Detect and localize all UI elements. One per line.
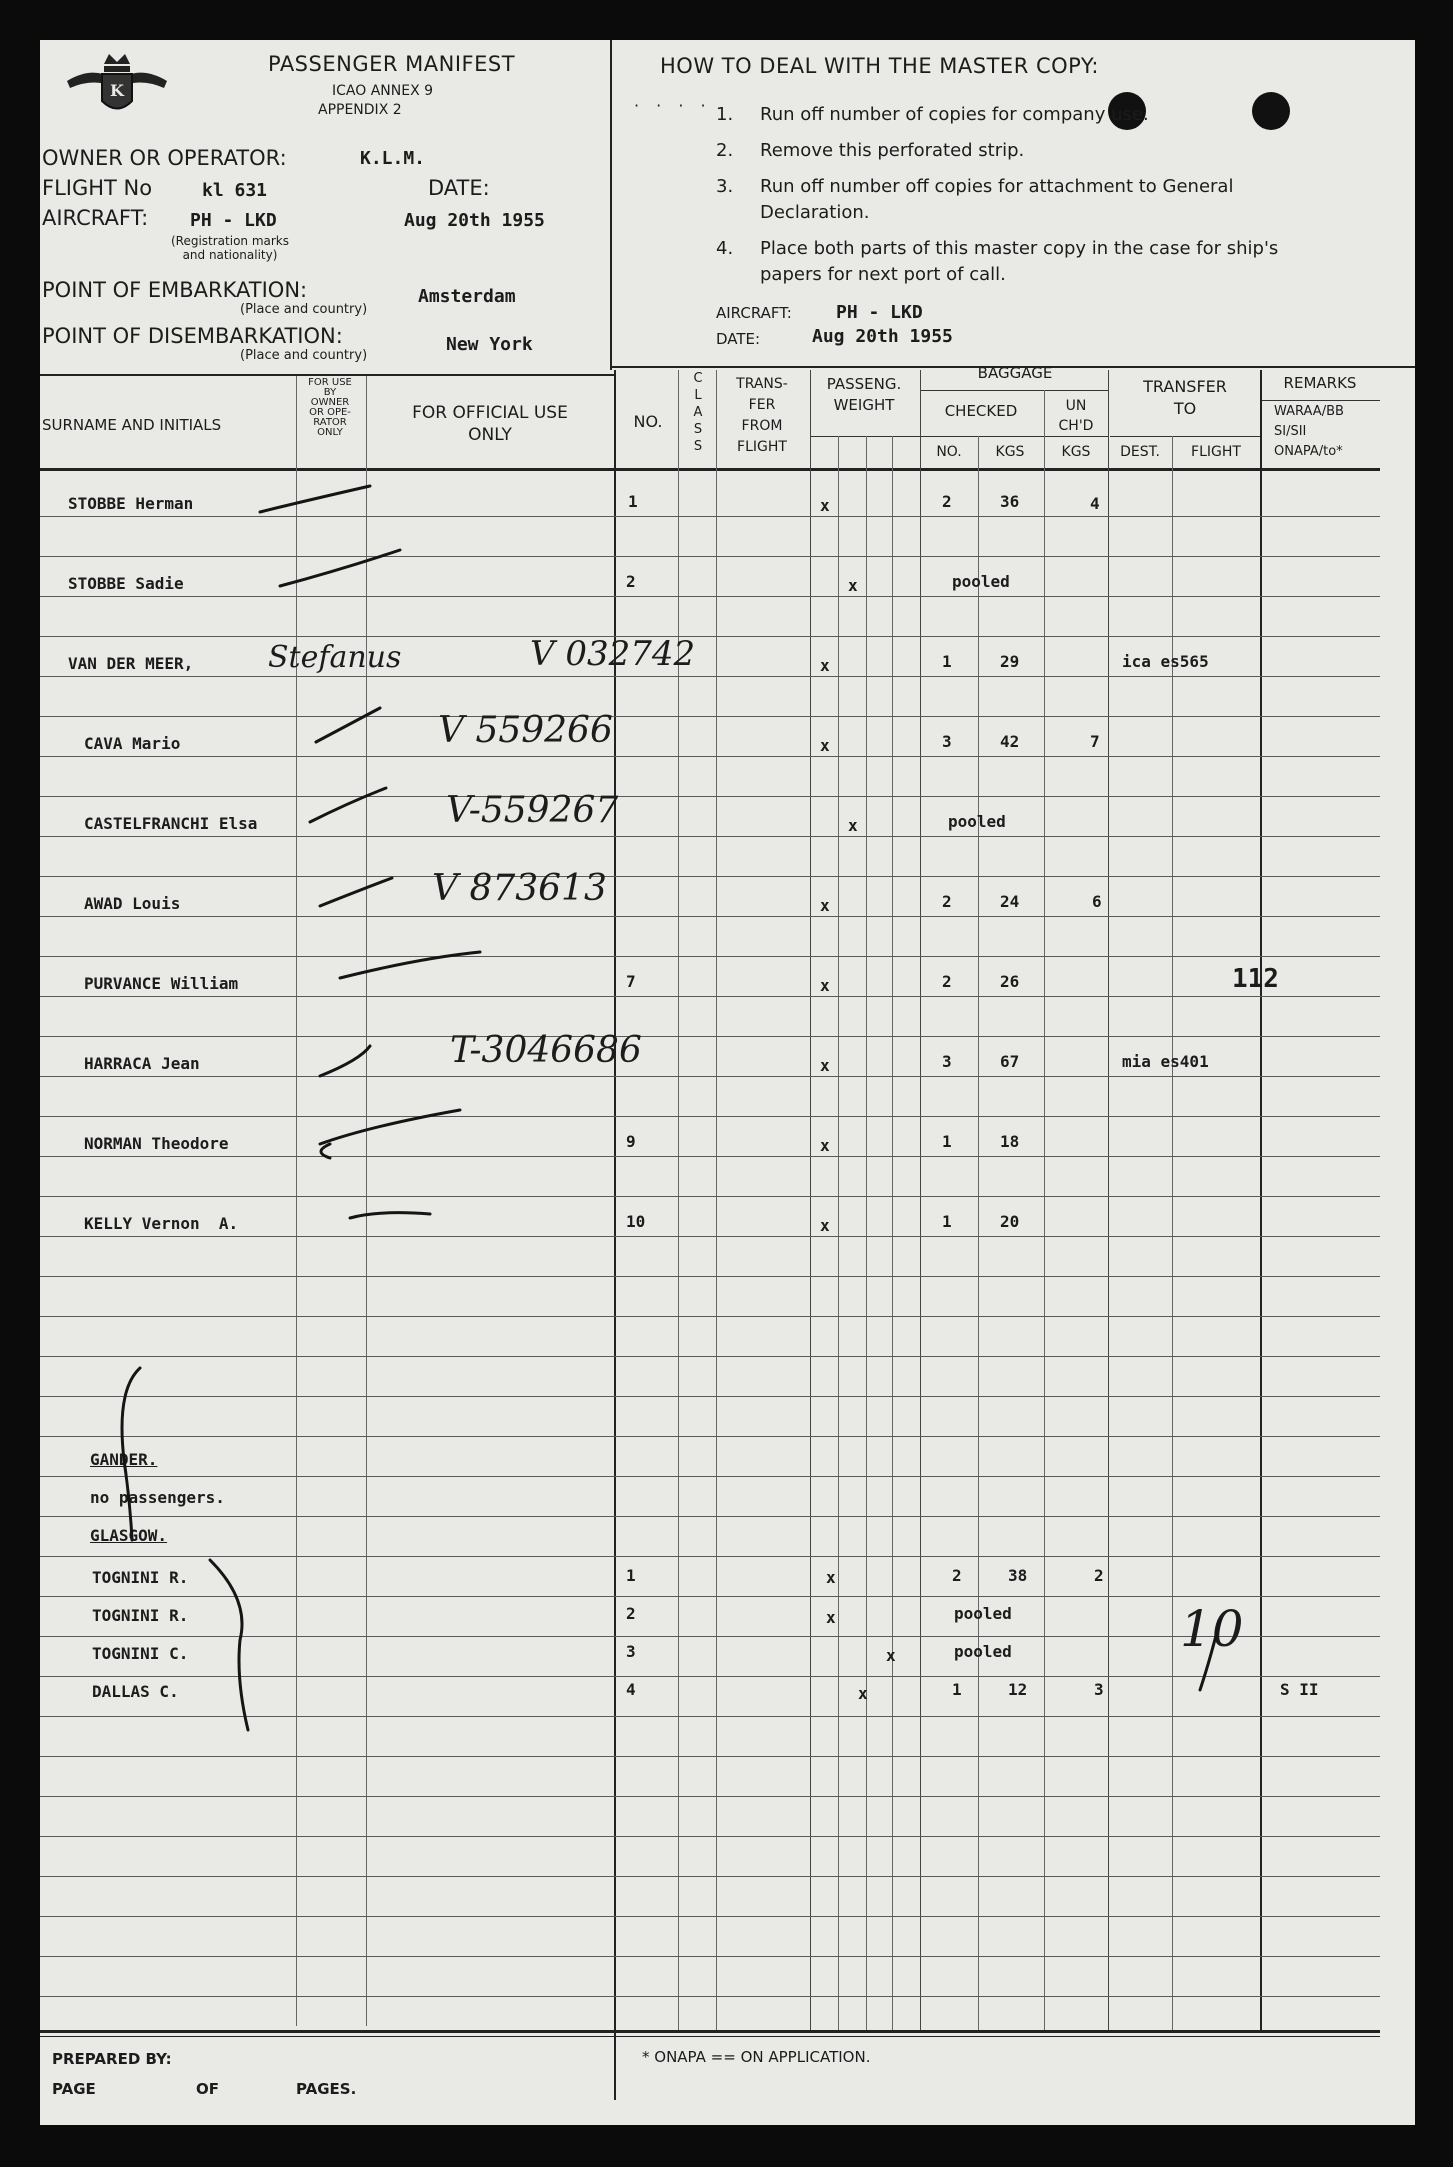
- glasgow-row-1-kgs: 38: [1008, 1566, 1028, 1585]
- checkmark-strokes: [40, 40, 1415, 2125]
- form-title: PASSENGER MANIFEST: [268, 52, 516, 76]
- row-9-x: x: [820, 1136, 830, 1155]
- glasgow-row-2-name: TOGNINI R.: [92, 1606, 189, 1625]
- col-owner-use-5: RATOR: [313, 417, 347, 428]
- row-7-x: x: [820, 976, 830, 995]
- col-pass-weight-2: WEIGHT: [833, 396, 895, 414]
- col-transfer-from-4: FLIGHT: [737, 439, 787, 455]
- row-4-unchd: 7: [1090, 732, 1100, 751]
- row-1-bag-no: 2: [942, 492, 952, 511]
- col-transfer-from-3: FROM: [741, 418, 783, 434]
- instr-3-num: 3.: [716, 176, 734, 197]
- aircraft-label: AIRCRAFT:: [42, 206, 149, 230]
- date-label: DATE:: [428, 176, 490, 200]
- instr-3-text-1: Run off number off copies for attachment to General: [760, 176, 1234, 197]
- row-5-name: CASTELFRANCHI Elsa: [84, 814, 258, 833]
- instr-aircraft-value: PH - LKD: [836, 302, 923, 323]
- col-kgs2: KGS: [1061, 444, 1091, 460]
- col-bag-no: NO.: [936, 444, 962, 460]
- row-6-handwritten-passport: V 873613: [432, 868, 607, 909]
- col-class-5: S: [693, 439, 703, 454]
- aircraft-note-1: (Registration marks: [170, 234, 290, 248]
- of-label: OF: [196, 2080, 219, 2098]
- col-owner-use-3: OWNER: [310, 397, 350, 408]
- row-2-pooled: pooled: [952, 572, 1010, 591]
- row-10-no: 10: [626, 1212, 646, 1231]
- glasgow-row-4-remark: S II: [1280, 1680, 1319, 1699]
- col-no: NO.: [633, 412, 663, 431]
- row-4-x: x: [820, 736, 830, 755]
- row-3-kgs: 29: [1000, 652, 1020, 671]
- disembarkation-note: (Place and country): [240, 348, 368, 363]
- aircraft-value: PH - LKD: [190, 210, 277, 231]
- page-label: PAGE: [52, 2080, 96, 2098]
- row-10-bag-no: 1: [942, 1212, 952, 1231]
- col-transfer-to-2: TO: [1173, 399, 1197, 418]
- row-6-x: x: [820, 896, 830, 915]
- flight-value: kl 631: [202, 180, 268, 201]
- instr-1-text: Run off number of copies for company use.: [760, 104, 1149, 125]
- glasgow-row-4-no: 4: [626, 1680, 636, 1699]
- row-4-bag-no: 3: [942, 732, 952, 751]
- row-6-name: AWAD Louis: [84, 894, 181, 913]
- glasgow-row-4-kgs: 12: [1008, 1680, 1028, 1699]
- row-7-kgs: 26: [1000, 972, 1020, 991]
- row-4-handwritten-passport: V 559266: [438, 710, 613, 751]
- col-transfer-from-2: FER: [748, 397, 776, 413]
- col-remarks-sub-2: SI/SII: [1274, 424, 1307, 439]
- disembarkation-label: POINT OF DISEMBARKATION:: [42, 324, 343, 348]
- col-class-1: C: [693, 371, 703, 386]
- glasgow-row-3-no: 3: [626, 1642, 636, 1661]
- owner-value: K.L.M.: [360, 148, 426, 169]
- flight-label: FLIGHT No: [42, 176, 153, 200]
- col-remarks-sub-3: ONAPA/to*: [1274, 444, 1343, 459]
- pages-label: PAGES.: [296, 2080, 357, 2098]
- row-1-name: STOBBE Herman: [68, 494, 194, 513]
- form-appendix: APPENDIX 2: [318, 102, 402, 118]
- manifest-sheet: [40, 40, 1415, 2125]
- row-3-x: x: [820, 656, 830, 675]
- glasgow-row-1-bag-no: 2: [952, 1566, 962, 1585]
- row-10-kgs: 20: [1000, 1212, 1020, 1231]
- instr-4-num: 4.: [716, 238, 734, 259]
- embarkation-value: Amsterdam: [418, 286, 516, 307]
- row-1-no: 1: [628, 492, 638, 511]
- row-7-name: PURVANCE William: [84, 974, 239, 993]
- row-8-handwritten-passport: T-3046686: [450, 1030, 642, 1071]
- row-7-bag-no: 2: [942, 972, 952, 991]
- row-10-x: x: [820, 1216, 830, 1235]
- instr-4-text-2: papers for next port of call.: [760, 264, 1006, 285]
- col-remarks-sub-1: WARAA/BB: [1274, 404, 1344, 419]
- glasgow-row-1-x: x: [826, 1568, 836, 1587]
- glasgow-row-3-x: x: [886, 1646, 896, 1665]
- col-class-4: S: [693, 422, 703, 437]
- row-8-kgs: 67: [1000, 1052, 1020, 1071]
- svg-text:K: K: [110, 81, 124, 100]
- col-class-2: L: [694, 388, 702, 403]
- glasgow-row-3-name: TOGNINI C.: [92, 1644, 189, 1663]
- glasgow-row-2-x: x: [826, 1608, 836, 1627]
- row-7-no: 7: [626, 972, 636, 991]
- stop-no-passengers: no passengers.: [90, 1488, 225, 1507]
- row-9-name: NORMAN Theodore: [84, 1134, 229, 1153]
- stop-glasgow: GLASGOW.: [90, 1526, 168, 1545]
- perforation-dots: · · · ·: [634, 96, 712, 115]
- instructions-title: HOW TO DEAL WITH THE MASTER COPY:: [660, 54, 1099, 78]
- row-5-pooled: pooled: [948, 812, 1006, 831]
- row-6-unchd: 6: [1092, 892, 1102, 911]
- row-6-kgs: 24: [1000, 892, 1020, 911]
- instr-4-text-1: Place both parts of this master copy in the case for ship's: [760, 238, 1279, 259]
- row-9-no: 9: [626, 1132, 636, 1151]
- col-dest: DEST.: [1120, 444, 1160, 460]
- row-2-name: STOBBE Sadie: [68, 574, 184, 593]
- row-4-kgs: 42: [1000, 732, 1020, 751]
- owner-label: OWNER OR OPERATOR:: [42, 146, 287, 170]
- col-kgs: KGS: [995, 444, 1025, 460]
- row-2-x: x: [848, 576, 858, 595]
- row-5-handwritten-passport: V-559267: [446, 790, 619, 831]
- col-checked: CHECKED: [944, 402, 1018, 420]
- col-owner-use-2: BY: [323, 387, 337, 398]
- glasgow-row-4-unchd: 3: [1094, 1680, 1104, 1699]
- table-bottom-line-2: [40, 2036, 1380, 2037]
- disembarkation-value: New York: [446, 334, 533, 355]
- col-official-2: ONLY: [468, 425, 512, 445]
- row-6-bag-no: 2: [942, 892, 952, 911]
- col-owner-use-6: ONLY: [317, 427, 343, 438]
- prepared-by-label: PREPARED BY:: [52, 2050, 172, 2068]
- row-5-x: x: [848, 816, 858, 835]
- row-10-name: KELLY Vernon A.: [84, 1214, 239, 1233]
- total-mark: 112: [1232, 964, 1279, 994]
- row-1-x: x: [820, 496, 830, 515]
- col-unchd-2: CH'D: [1058, 418, 1094, 434]
- glasgow-row-3-pooled: pooled: [954, 1642, 1012, 1661]
- row-8-transfer: mia es401: [1122, 1052, 1209, 1071]
- row-3-handwritten-given-name: Stefanus: [268, 640, 402, 675]
- glasgow-row-4-bag-no: 1: [952, 1680, 962, 1699]
- date-value: Aug 20th 1955: [404, 210, 545, 231]
- row-8-x: x: [820, 1056, 830, 1075]
- col-class-3: A: [693, 405, 703, 420]
- row-4-name: CAVA Mario: [84, 734, 181, 753]
- row-3-bag-no: 1: [942, 652, 952, 671]
- col-official-1: FOR OFFICIAL USE: [412, 403, 568, 423]
- instr-date-value: Aug 20th 1955: [812, 326, 953, 347]
- col-baggage: BAGGAGE: [977, 364, 1053, 382]
- embarkation-label: POINT OF EMBARKATION:: [42, 278, 308, 302]
- embarkation-note: (Place and country): [240, 302, 368, 317]
- col-transfer-to-1: TRANSFER: [1143, 377, 1227, 396]
- row-3-transfer: ica es565: [1122, 652, 1209, 671]
- instr-2-text: Remove this perforated strip.: [760, 140, 1025, 161]
- row-3-handwritten-passport: V 032742: [530, 634, 696, 674]
- row-9-bag-no: 1: [942, 1132, 952, 1151]
- instr-date-label: DATE:: [716, 330, 761, 348]
- glasgow-row-1-no: 1: [626, 1566, 636, 1585]
- table-bottom-line: [40, 2030, 1380, 2033]
- row-1-unchd: 4: [1090, 494, 1100, 513]
- instr-2-num: 2.: [716, 140, 734, 161]
- col-remarks: REMARKS: [1283, 374, 1357, 392]
- instr-1-num: 1.: [716, 104, 734, 125]
- glasgow-row-2-pooled: pooled: [954, 1604, 1012, 1623]
- glasgow-row-1-unchd: 2: [1094, 1566, 1104, 1585]
- instr-aircraft-label: AIRCRAFT:: [716, 304, 792, 322]
- row-8-name: HARRACA Jean: [84, 1054, 200, 1073]
- col-pass-weight-1: PASSENG.: [826, 375, 902, 393]
- glasgow-row-1-name: TOGNINI R.: [92, 1568, 189, 1587]
- col-flight: FLIGHT: [1191, 444, 1241, 460]
- row-8-bag-no: 3: [942, 1052, 952, 1071]
- glasgow-row-2-no: 2: [626, 1604, 636, 1623]
- instr-3-text-2: Declaration.: [760, 202, 870, 223]
- aircraft-note-2: and nationality): [182, 248, 278, 262]
- side-mark: 10: [1180, 1600, 1244, 1658]
- row-1-kgs: 36: [1000, 492, 1020, 511]
- stop-gander: GANDER.: [90, 1450, 158, 1469]
- row-2-no: 2: [626, 572, 636, 591]
- row-9-kgs: 18: [1000, 1132, 1020, 1151]
- glasgow-row-4-x: x: [858, 1684, 868, 1703]
- row-3-name: VAN DER MEER,: [68, 654, 194, 673]
- onapa-note: * ONAPA == ON APPLICATION.: [642, 2048, 871, 2066]
- col-owner-use-1: FOR USE: [308, 377, 352, 388]
- form-annex: ICAO ANNEX 9: [332, 83, 434, 99]
- col-surname: SURNAME AND INITIALS: [42, 416, 222, 434]
- col-owner-use-4: OR OPE-: [309, 407, 351, 418]
- glasgow-row-4-name: DALLAS C.: [92, 1682, 179, 1701]
- col-transfer-from-1: TRANS-: [736, 376, 788, 392]
- col-unchd-1: UN: [1065, 398, 1087, 414]
